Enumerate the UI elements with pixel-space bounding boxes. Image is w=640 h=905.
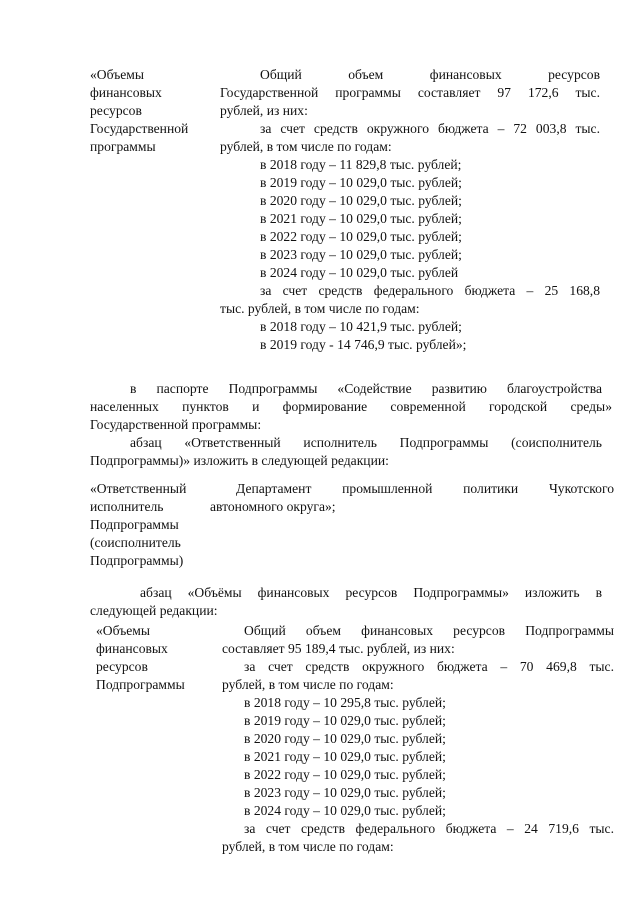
paragraph-line: в паспорте Подпрограммы «Содействие развитию благоустройства <box>130 381 602 396</box>
block2-text-line: автономного округа»; <box>210 499 336 514</box>
block1-year-line: в 2024 году – 10 029,0 тыс. рублей <box>260 265 459 280</box>
block3-year-line: в 2024 году – 10 029,0 тыс. рублей; <box>244 803 446 818</box>
block2-label-line: Подпрограммы) <box>90 553 184 568</box>
paragraph-line: населенных пунктов и формирование современной городской среды» <box>90 399 612 414</box>
block1-text-line: за счет средств окружного бюджета – 72 003,8 тыс. <box>260 121 600 136</box>
block3-year-line: в 2018 году – 10 295,8 тыс. рублей; <box>244 695 446 710</box>
block3-text-line: за счет средств федерального бюджета – 24 719,6 тыс. <box>244 821 614 836</box>
block3-text-line: Общий объем финансовых ресурсов Подпрограммы <box>244 623 614 638</box>
paragraph-line: Подпрограммы)» изложить в следующей редакции: <box>90 453 389 468</box>
block1-year-line: в 2018 году – 10 421,9 тыс. рублей; <box>260 319 462 334</box>
block1-year-line: в 2023 году – 10 029,0 тыс. рублей; <box>260 247 462 262</box>
block2-label-line: (соисполнитель <box>90 535 181 550</box>
block1-label-line: финансовых <box>90 85 162 100</box>
block1-text-line: за счет средств федерального бюджета – 25 168,8 <box>260 283 600 298</box>
block3-text-line: составляет 95 189,4 тыс. рублей, из них: <box>222 641 455 656</box>
block1-year-line: в 2019 году – 10 029,0 тыс. рублей; <box>260 175 462 190</box>
block1-text-line: Общий объем финансовых ресурсов <box>260 67 600 82</box>
block3-label-line: ресурсов <box>96 659 148 674</box>
paragraph-line: абзац «Ответственный исполнитель Подпрограммы (соисполнитель <box>130 435 602 450</box>
block3-text-line: рублей, в том числе по годам: <box>222 839 394 854</box>
block3-year-line: в 2021 году – 10 029,0 тыс. рублей; <box>244 749 446 764</box>
block3-label-line: Подпрограммы <box>96 677 185 692</box>
block1-year-line: в 2021 году – 10 029,0 тыс. рублей; <box>260 211 462 226</box>
block3-year-line: в 2020 году – 10 029,0 тыс. рублей; <box>244 731 446 746</box>
block1-label-line: программы <box>90 139 156 154</box>
block2-label-line: «Ответственный <box>90 481 187 496</box>
block1-text-line: Государственной программы составляет 97 172,6 тыс. <box>220 85 600 100</box>
block3-year-line: в 2019 году – 10 029,0 тыс. рублей; <box>244 713 446 728</box>
block1-text-line: рублей, из них: <box>220 103 308 118</box>
block2-label-line: исполнитель <box>90 499 164 514</box>
block3-label-line: «Объемы <box>96 623 150 638</box>
block3-year-line: в 2023 году – 10 029,0 тыс. рублей; <box>244 785 446 800</box>
block1-year-line: в 2022 году – 10 029,0 тыс. рублей; <box>260 229 462 244</box>
block1-text-line: рублей, в том числе по годам: <box>220 139 392 154</box>
block1-year-line: в 2019 году - 14 746,9 тыс. рублей»; <box>260 337 467 352</box>
block3-text-line: за счет средств окружного бюджета – 70 469,8 тыс. <box>244 659 614 674</box>
paragraph-line: Государственной программы: <box>90 417 262 432</box>
block3-label-line: финансовых <box>96 641 168 656</box>
block2-label-line: Подпрограммы <box>90 517 179 532</box>
block1-label-line: Государственной <box>90 121 189 136</box>
block1-label-line: «Объемы <box>90 67 144 82</box>
block3-year-line: в 2022 году – 10 029,0 тыс. рублей; <box>244 767 446 782</box>
block2-text-line: Департамент промышленной политики Чукотского <box>236 481 614 496</box>
paragraph-line: следующей редакции: <box>90 603 218 618</box>
block3-text-line: рублей, в том числе по годам: <box>222 677 394 692</box>
block1-label-line: ресурсов <box>90 103 142 118</box>
paragraph-line: абзац «Объёмы финансовых ресурсов Подпрограммы» изложить в <box>140 585 602 600</box>
block1-year-line: в 2018 году – 11 829,8 тыс. рублей; <box>260 157 462 172</box>
block1-text-line: тыс. рублей, в том числе по годам: <box>220 301 420 316</box>
block1-year-line: в 2020 году – 10 029,0 тыс. рублей; <box>260 193 462 208</box>
